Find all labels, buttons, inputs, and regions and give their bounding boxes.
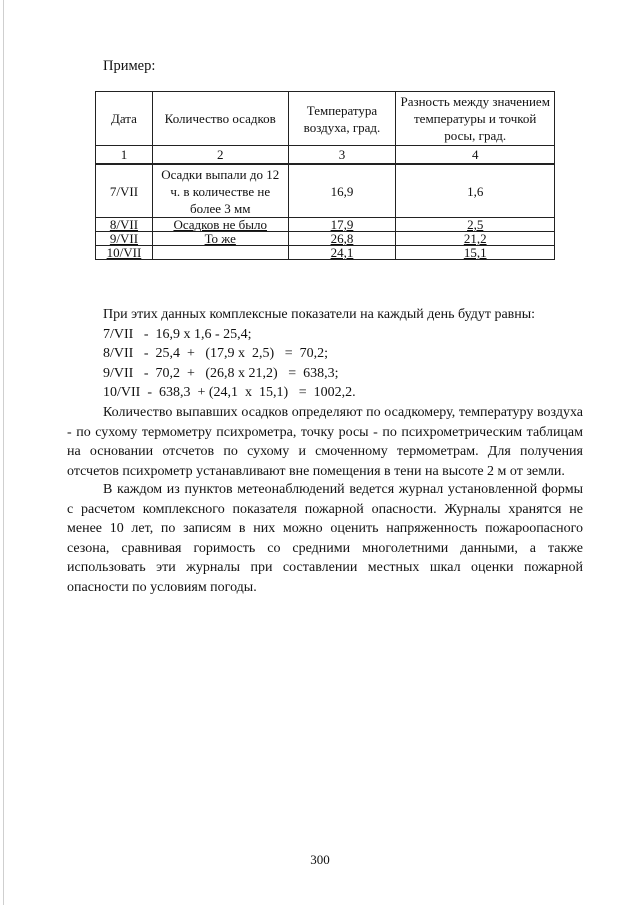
table-cell: [96, 218, 153, 232]
table-cell: [152, 232, 288, 246]
table-cell: [288, 246, 396, 260]
page-number: 300: [310, 852, 330, 867]
column-number-cell: 1: [96, 146, 153, 165]
header-cell: Разность между значением температуры и точкой росы, град.: [396, 92, 555, 146]
precipitation-table: [95, 91, 555, 260]
heading-example: Пример:: [103, 58, 156, 74]
calc-line: 10/VII - 638,3 + (24,1 х 15,1) = 1002,2.: [103, 385, 356, 401]
cell-text: 2,5: [467, 217, 484, 232]
column-number-row: [96, 146, 555, 165]
table-row: [96, 218, 555, 232]
paragraph: Количество выпавших осадков определяют по осадкомеру, температуру воздуха - по сухому термометру психрометра, точку росы - по психрометрическим таблицам на основании отсчетов по сухому и смоченному термометрам. Для получения отсчетов психрометр устанавливают вне помещения в тени на высоте 2 м от земли.: [67, 405, 583, 479]
table-cell: Осадки выпали до 12 ч. в количестве не более 3 мм: [152, 164, 288, 218]
cell-text: 24,1: [330, 245, 354, 260]
calculation-block: [103, 305, 535, 403]
cell-text: Осадков не было: [173, 217, 268, 232]
scan-margin-line: [3, 0, 4, 905]
header-cell: Дата: [96, 92, 153, 146]
table-row: [96, 246, 555, 260]
table-header-row: [96, 92, 555, 146]
column-number-cell: 3: [288, 146, 396, 165]
table-cell: [152, 246, 288, 260]
header-cell: Температура воздуха, град.: [288, 92, 396, 146]
table-row: [96, 164, 555, 218]
table-cell: [96, 246, 153, 260]
calc-line: 9/VII - 70,2 + (26,8 х 21,2) = 638,3;: [103, 365, 339, 381]
cell-text: 15,1: [463, 245, 487, 260]
table-cell: [396, 218, 555, 232]
calc-line: 7/VII - 16,9 х 1,6 - 25,4;: [103, 326, 252, 342]
column-number-cell: 4: [396, 146, 555, 165]
cell-text: То же: [204, 231, 236, 246]
cell-text: 26,8: [330, 231, 354, 246]
table-cell: [288, 232, 396, 246]
calc-line: 8/VII - 25,4 + (17,9 х 2,5) = 70,2;: [103, 346, 328, 362]
cell-text: 21,2: [463, 231, 487, 246]
cell-text: 10/VII: [106, 245, 142, 260]
table-cell: 1,6: [396, 164, 555, 218]
column-number-cell: 2: [152, 146, 288, 165]
table-cell: [152, 218, 288, 232]
cell-text: 17,9: [330, 217, 354, 232]
table-cell: 7/VII: [96, 164, 153, 218]
table-cell: [96, 232, 153, 246]
header-cell: Количество осадков: [152, 92, 288, 146]
paragraph: В каждом из пунктов метеонаблюдений ведется журнал установленной формы с расчетом комплексного показателя пожарной опасности. Журналы хранятся не менее 10 лет, по записям в них можно оценить напряженность пожароопасного сезона, сравнивая горимость со средними многолетними данными, а также использовать эти журналы при составлении местных шкал оценки пожарной опасности по условиям погоды.: [67, 482, 583, 595]
table-cell: [396, 246, 555, 260]
calc-intro: При этих данных комплексные показатели на каждый день будут равны:: [103, 307, 536, 322]
table-cell: 16,9: [288, 164, 396, 218]
table-cell: [396, 232, 555, 246]
table-cell: [288, 218, 396, 232]
cell-text: 9/VII: [109, 231, 139, 246]
cell-text: 8/VII: [109, 217, 139, 232]
table-row: [96, 232, 555, 246]
